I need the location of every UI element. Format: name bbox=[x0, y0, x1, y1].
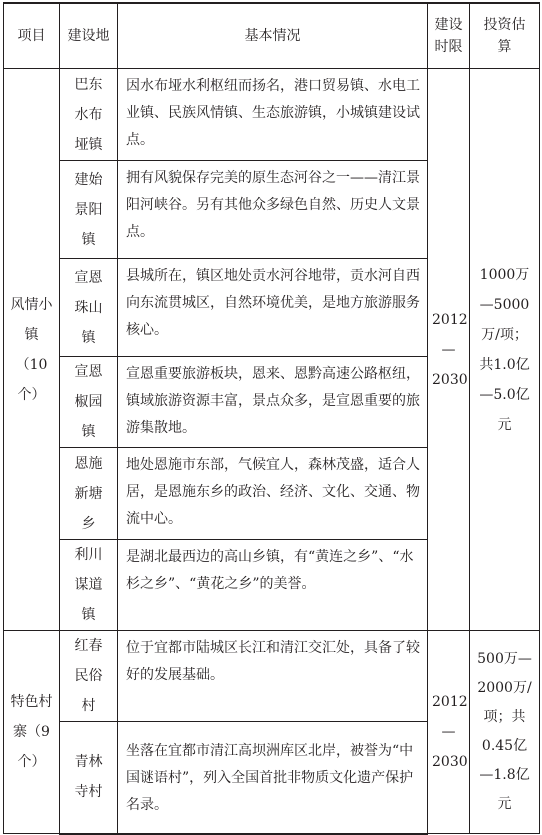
site-cell: 建始景阳镇 bbox=[60, 161, 118, 259]
header-period: 建设时限 bbox=[428, 3, 470, 69]
description-cell: 是湖北最西边的高山乡镇，有“黄连之乡”、“水杉之乡”、“黄花之乡”的美誉。 bbox=[118, 540, 428, 631]
description-cell: 县城所在，镇区地处贡水河谷地带，贡水河自西向东流贯城区，自然环境优美，是地方旅游服务核心。 bbox=[118, 259, 428, 357]
site-cell: 恩施新塘乡 bbox=[60, 448, 118, 540]
site-cell: 宣恩椒园镇 bbox=[60, 357, 118, 448]
period-cell: 2012—2030 bbox=[428, 69, 470, 631]
description-cell: 位于宜都市陆城区长江和清江交汇处，具备了较好的发展基础。 bbox=[118, 631, 428, 722]
description-cell: 拥有风貌保存完美的原生态河谷之一——清江景阳河峡谷。另有其他众多绿色自然、历史人文景点。 bbox=[118, 161, 428, 259]
period-cell: 2012—2030 bbox=[428, 631, 470, 834]
project-table bbox=[3, 2, 540, 835]
project-cell: 特色村寨（9个） bbox=[4, 631, 60, 834]
site-cell: 青林寺村 bbox=[60, 722, 118, 834]
investment-cell: 1000万—5000万/项；共1.0亿—5.0亿元 bbox=[470, 69, 540, 631]
site-cell: 巴东水布垭镇 bbox=[60, 69, 118, 161]
site-cell: 宣恩珠山镇 bbox=[60, 259, 118, 357]
header-investment: 投资估算 bbox=[470, 3, 540, 69]
description-cell: 坐落在宜都市清江高坝洲库区北岸，被誉为“中国谜语村”，列入全国首批非物质文化遗产保护名录。 bbox=[118, 722, 428, 834]
header-row bbox=[4, 3, 540, 69]
header-site: 建设地 bbox=[60, 3, 118, 69]
header-description: 基本情况 bbox=[118, 3, 428, 69]
site-cell: 红春民俗村 bbox=[60, 631, 118, 722]
investment-cell: 500万—2000万/项；共0.45亿—1.8亿元 bbox=[470, 631, 540, 834]
table-row bbox=[4, 69, 540, 161]
table-row bbox=[4, 631, 540, 722]
description-cell: 因水布垭水利枢纽而扬名，港口贸易镇、水电工业镇、民族风情镇、生态旅游镇，小城镇建设试点。 bbox=[118, 69, 428, 161]
description-cell: 地处恩施市东部，气候宜人，森林茂盛，适合人居，是恩施东乡的政治、经济、文化、交通、物流中心。 bbox=[118, 448, 428, 540]
project-cell: 风情小镇（10个） bbox=[4, 69, 60, 631]
description-cell: 宣恩重要旅游板块，恩来、恩黔高速公路枢纽，镇域旅游资源丰富，景点众多，是宣恩重要的旅游集散地。 bbox=[118, 357, 428, 448]
site-cell: 利川谋道镇 bbox=[60, 540, 118, 631]
header-project: 项目 bbox=[4, 3, 60, 69]
